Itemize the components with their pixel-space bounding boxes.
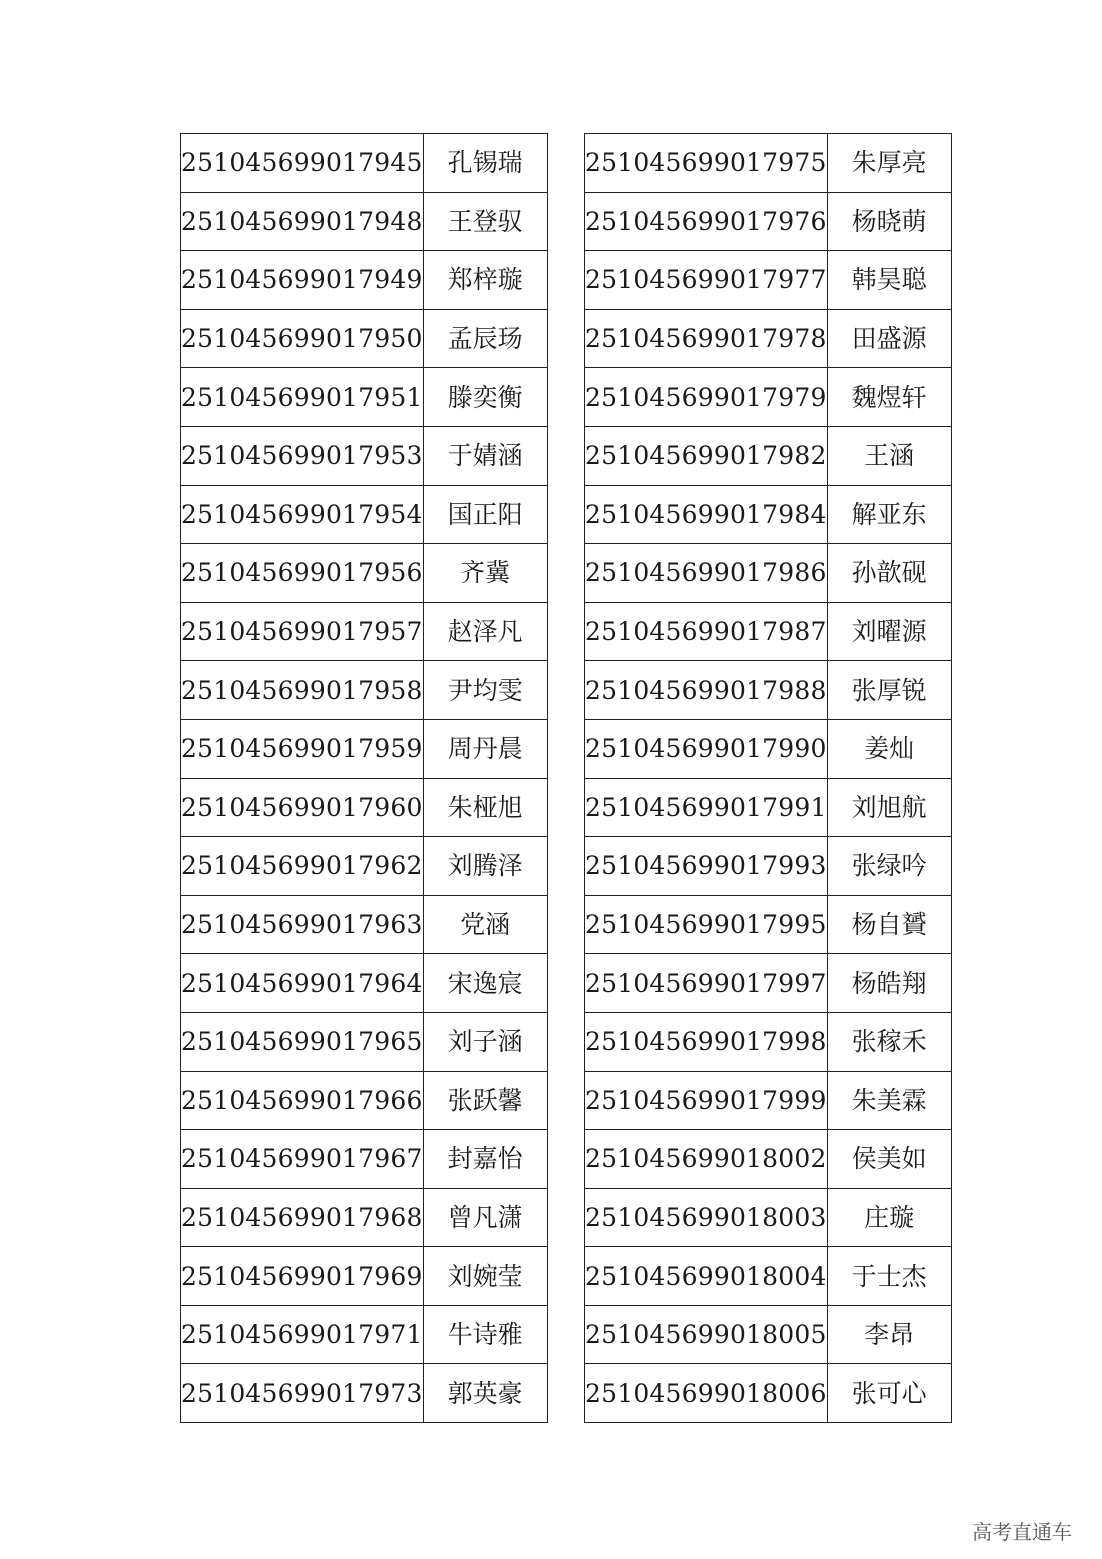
table-row <box>181 1188 548 1247</box>
candidate-name-cell: 朱桠旭 <box>423 778 547 837</box>
candidate-name-cell: 姜灿 <box>827 719 951 778</box>
candidate-name-cell: 于婧涵 <box>423 426 547 485</box>
candidate-id-cell: 251045699017990 <box>585 719 828 778</box>
table-row <box>181 368 548 427</box>
table-row <box>181 661 548 720</box>
candidate-id-cell: 251045699017967 <box>181 1130 424 1189</box>
table-row <box>585 426 952 485</box>
roster-table-left-body <box>181 134 548 1423</box>
candidate-name-cell: 韩昊聪 <box>827 251 951 310</box>
candidate-name-cell: 杨自贇 <box>827 895 951 954</box>
candidate-name-cell: 朱美霖 <box>827 1071 951 1130</box>
roster-table-right-body <box>585 134 952 1423</box>
candidate-id-cell: 251045699017962 <box>181 837 424 896</box>
candidate-name-cell: 刘子涵 <box>423 1012 547 1071</box>
candidate-id-cell: 251045699017948 <box>181 192 424 251</box>
candidate-name-cell: 张厚锐 <box>827 661 951 720</box>
table-row <box>181 602 548 661</box>
candidate-id-cell: 251045699017966 <box>181 1071 424 1130</box>
candidate-name-cell: 齐冀 <box>423 544 547 603</box>
table-row <box>585 719 952 778</box>
candidate-id-cell: 251045699017982 <box>585 426 828 485</box>
candidate-name-cell: 朱厚亮 <box>827 134 951 193</box>
candidate-id-cell: 251045699018002 <box>585 1130 828 1189</box>
table-row <box>585 368 952 427</box>
candidate-id-cell: 251045699017951 <box>181 368 424 427</box>
table-row <box>585 192 952 251</box>
candidate-name-cell: 滕奕衡 <box>423 368 547 427</box>
table-row <box>585 1130 952 1189</box>
candidate-id-cell: 251045699017971 <box>181 1305 424 1364</box>
candidate-name-cell: 张可心 <box>827 1364 951 1423</box>
candidate-id-cell: 251045699018003 <box>585 1188 828 1247</box>
table-row <box>181 192 548 251</box>
table-row <box>181 1364 548 1423</box>
candidate-id-cell: 251045699017945 <box>181 134 424 193</box>
candidate-id-cell: 251045699017965 <box>181 1012 424 1071</box>
candidate-name-cell: 解亚东 <box>827 485 951 544</box>
table-row <box>585 251 952 310</box>
candidate-id-cell: 251045699017968 <box>181 1188 424 1247</box>
candidate-name-cell: 田盛源 <box>827 309 951 368</box>
candidate-name-cell: 孟辰玚 <box>423 309 547 368</box>
candidate-name-cell: 魏煜轩 <box>827 368 951 427</box>
candidate-name-cell: 张绿吟 <box>827 837 951 896</box>
candidate-id-cell: 251045699017991 <box>585 778 828 837</box>
candidate-name-cell: 刘婉莹 <box>423 1247 547 1306</box>
table-row <box>585 954 952 1013</box>
candidate-name-cell: 赵泽凡 <box>423 602 547 661</box>
roster-table-left <box>180 133 548 1423</box>
table-row <box>585 837 952 896</box>
candidate-name-cell: 尹均雯 <box>423 661 547 720</box>
candidate-id-cell: 251045699017984 <box>585 485 828 544</box>
candidate-id-cell: 251045699017973 <box>181 1364 424 1423</box>
table-row <box>181 1071 548 1130</box>
table-row <box>585 1305 952 1364</box>
candidate-id-cell: 251045699017979 <box>585 368 828 427</box>
candidate-id-cell: 251045699017976 <box>585 192 828 251</box>
candidate-id-cell: 251045699018005 <box>585 1305 828 1364</box>
candidate-id-cell: 251045699018006 <box>585 1364 828 1423</box>
table-row <box>181 485 548 544</box>
candidate-name-cell: 曾凡潇 <box>423 1188 547 1247</box>
candidate-name-cell: 张跃馨 <box>423 1071 547 1130</box>
table-row <box>181 1012 548 1071</box>
table-row <box>181 1305 548 1364</box>
candidate-id-cell: 251045699017988 <box>585 661 828 720</box>
candidate-id-cell: 251045699017957 <box>181 602 424 661</box>
candidate-name-cell: 周丹晨 <box>423 719 547 778</box>
table-row <box>585 1364 952 1423</box>
candidate-name-cell: 杨皓翔 <box>827 954 951 1013</box>
candidate-name-cell: 杨晓萌 <box>827 192 951 251</box>
table-row <box>585 1012 952 1071</box>
candidate-id-cell: 251045699017949 <box>181 251 424 310</box>
candidate-name-cell: 刘腾泽 <box>423 837 547 896</box>
candidate-name-cell: 侯美如 <box>827 1130 951 1189</box>
candidate-id-cell: 251045699017998 <box>585 1012 828 1071</box>
candidate-id-cell: 251045699017950 <box>181 309 424 368</box>
candidate-id-cell: 251045699017954 <box>181 485 424 544</box>
table-row <box>585 1071 952 1130</box>
table-row <box>585 661 952 720</box>
candidate-name-cell: 王涵 <box>827 426 951 485</box>
candidate-id-cell: 251045699017963 <box>181 895 424 954</box>
candidate-name-cell: 郑梓璇 <box>423 251 547 310</box>
candidate-id-cell: 251045699017960 <box>181 778 424 837</box>
table-row <box>181 134 548 193</box>
candidate-id-cell: 251045699017975 <box>585 134 828 193</box>
candidate-id-cell: 251045699017956 <box>181 544 424 603</box>
table-row <box>585 895 952 954</box>
candidate-id-cell: 251045699017999 <box>585 1071 828 1130</box>
table-row <box>181 309 548 368</box>
table-row <box>181 426 548 485</box>
candidate-id-cell: 251045699017986 <box>585 544 828 603</box>
candidate-id-cell: 251045699017958 <box>181 661 424 720</box>
table-row <box>585 544 952 603</box>
candidate-name-cell: 国正阳 <box>423 485 547 544</box>
candidate-id-cell: 251045699017993 <box>585 837 828 896</box>
watermark: 高考直通车 <box>972 1520 1072 1544</box>
candidate-id-cell: 251045699017978 <box>585 309 828 368</box>
candidate-name-cell: 孙歆砚 <box>827 544 951 603</box>
table-row <box>585 1188 952 1247</box>
candidate-id-cell: 251045699018004 <box>585 1247 828 1306</box>
table-row <box>181 837 548 896</box>
table-row <box>585 134 952 193</box>
roster-table-right <box>584 133 952 1423</box>
table-row <box>585 309 952 368</box>
table-row <box>181 895 548 954</box>
candidate-id-cell: 251045699017969 <box>181 1247 424 1306</box>
table-row <box>181 954 548 1013</box>
candidate-name-cell: 封嘉怡 <box>423 1130 547 1189</box>
candidate-id-cell: 251045699017997 <box>585 954 828 1013</box>
candidate-id-cell: 251045699017987 <box>585 602 828 661</box>
candidate-id-cell: 251045699017959 <box>181 719 424 778</box>
candidate-id-cell: 251045699017964 <box>181 954 424 1013</box>
candidate-name-cell: 宋逸宸 <box>423 954 547 1013</box>
candidate-name-cell: 刘曜源 <box>827 602 951 661</box>
candidate-name-cell: 庄璇 <box>827 1188 951 1247</box>
candidate-name-cell: 郭英豪 <box>423 1364 547 1423</box>
candidate-id-cell: 251045699017953 <box>181 426 424 485</box>
table-row <box>181 1130 548 1189</box>
candidate-name-cell: 党涵 <box>423 895 547 954</box>
candidate-name-cell: 刘旭航 <box>827 778 951 837</box>
candidate-id-cell: 251045699017995 <box>585 895 828 954</box>
candidate-name-cell: 张稼禾 <box>827 1012 951 1071</box>
table-row <box>585 778 952 837</box>
table-row <box>181 1247 548 1306</box>
table-row <box>585 602 952 661</box>
table-row <box>181 719 548 778</box>
table-row <box>181 544 548 603</box>
table-row <box>181 778 548 837</box>
table-row <box>585 485 952 544</box>
candidate-name-cell: 李昂 <box>827 1305 951 1364</box>
table-row <box>181 251 548 310</box>
candidate-name-cell: 王登驭 <box>423 192 547 251</box>
table-row <box>585 1247 952 1306</box>
candidate-name-cell: 牛诗雅 <box>423 1305 547 1364</box>
candidate-name-cell: 于士杰 <box>827 1247 951 1306</box>
candidate-name-cell: 孔锡瑞 <box>423 134 547 193</box>
candidate-id-cell: 251045699017977 <box>585 251 828 310</box>
